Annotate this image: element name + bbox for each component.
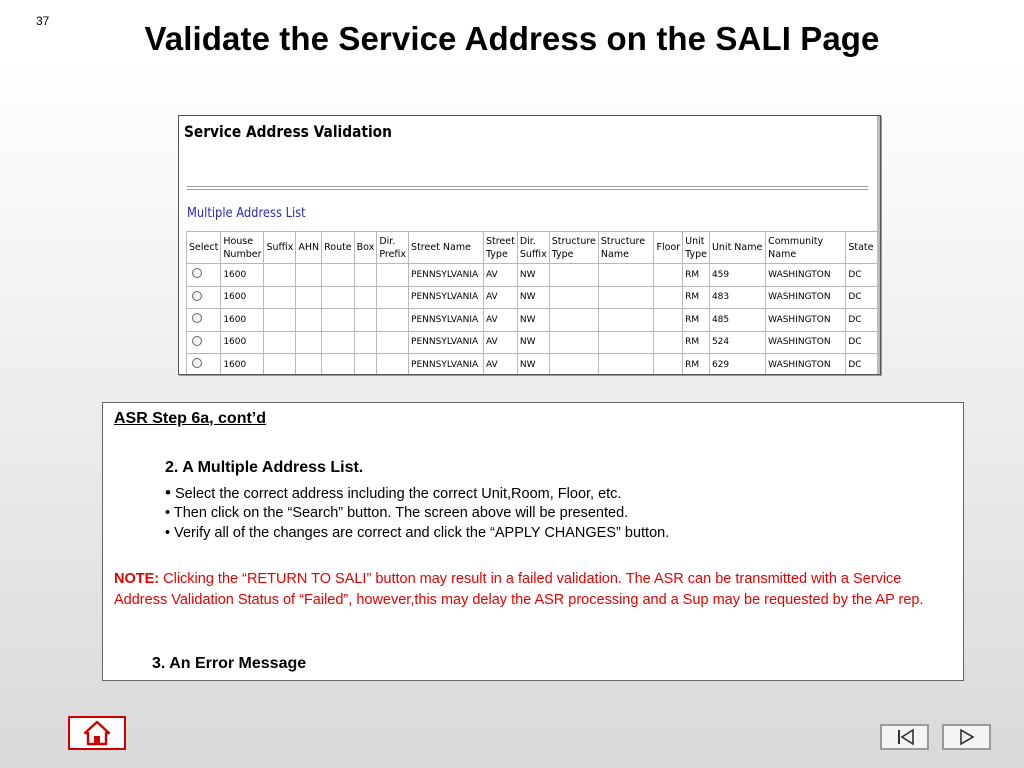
table-cell: RM (683, 354, 710, 376)
divider (187, 189, 868, 190)
select-radio[interactable] (192, 358, 202, 368)
table-cell: PENNSYLVANIA (409, 309, 484, 332)
table-cell: PENNSYLVANIA (409, 286, 484, 309)
bullet-item: • Then click on the “Search” button. The screen above will be presented. (165, 505, 629, 521)
select-cell[interactable] (187, 331, 221, 354)
table-cell (322, 286, 355, 309)
table-cell (549, 264, 598, 287)
table-cell: DC (846, 286, 880, 309)
select-cell[interactable] (187, 354, 221, 376)
table-cell (598, 354, 654, 376)
column-header: Dir. Suffix (517, 232, 549, 264)
table-cell: 629 (709, 354, 765, 376)
table-cell (264, 309, 296, 332)
table-cell (354, 264, 377, 287)
table-cell: RM (683, 309, 710, 332)
column-header: Route (322, 232, 355, 264)
note-label: NOTE: (114, 571, 160, 587)
table-cell (264, 331, 296, 354)
table-cell: 1600 (221, 331, 264, 354)
select-radio[interactable] (192, 313, 202, 323)
table-cell: NW (517, 286, 549, 309)
table-cell (264, 264, 296, 287)
first-slide-button[interactable] (880, 724, 929, 750)
table-cell: RM (683, 331, 710, 354)
table-cell (296, 331, 322, 354)
select-cell[interactable] (187, 286, 221, 309)
slide-number: 37 (36, 14, 50, 28)
column-header: Street Name (409, 232, 484, 264)
column-header: Suffix (264, 232, 296, 264)
table-cell: AV (483, 354, 517, 376)
bullet-icon: • (165, 483, 171, 502)
skip-to-start-icon (882, 726, 927, 748)
table-cell (598, 286, 654, 309)
table-cell: NW (517, 354, 549, 376)
column-header: Dir. Prefix (377, 232, 409, 264)
table-cell: AV (483, 286, 517, 309)
table-cell: PENNSYLVANIA (409, 264, 484, 287)
table-cell: AV (483, 264, 517, 287)
table-cell (654, 354, 683, 376)
divider (187, 186, 868, 187)
screenshot-panel (178, 115, 881, 375)
column-header: Floor (654, 232, 683, 264)
table-cell: WASHINGTON (766, 286, 846, 309)
select-radio[interactable] (192, 291, 202, 301)
table-cell: DC (846, 264, 880, 287)
table-row[interactable] (187, 354, 880, 376)
table-cell (322, 354, 355, 376)
table-row[interactable] (187, 286, 880, 309)
table-cell: WASHINGTON (766, 354, 846, 376)
table-cell (354, 309, 377, 332)
column-header: House Number (221, 232, 264, 264)
table-cell (654, 309, 683, 332)
table-cell (654, 264, 683, 287)
table-cell: 1600 (221, 354, 264, 376)
notes-box (102, 402, 964, 681)
table-cell: AV (483, 309, 517, 332)
table-cell (322, 331, 355, 354)
table-cell (549, 354, 598, 376)
column-header: Structure Name (598, 232, 654, 264)
table-cell: NW (517, 309, 549, 332)
item-heading: 3. An Error Message (152, 655, 307, 672)
item-heading: 2. A Multiple Address List. (165, 459, 364, 476)
select-radio[interactable] (192, 268, 202, 278)
note-text: Clicking the “RETURN TO SALI” button may result in a failed validation. The ASR can be transmitted with a Service Address Validation Status of “Failed”, however,this may delay the ASR processing and a Sup may be requested by the AP rep. (114, 571, 924, 608)
table-cell (549, 331, 598, 354)
column-header: Select (187, 232, 221, 264)
select-cell[interactable] (187, 264, 221, 287)
table-cell: 524 (709, 331, 765, 354)
column-header: Unit Type (683, 232, 710, 264)
table-cell (377, 331, 409, 354)
table-cell: WASHINGTON (766, 309, 846, 332)
note-paragraph (114, 569, 954, 610)
address-table (186, 231, 880, 375)
table-cell (654, 331, 683, 354)
table-cell: NW (517, 331, 549, 354)
column-header: Community Name (766, 232, 846, 264)
column-header: Structure Type (549, 232, 598, 264)
table-cell (654, 286, 683, 309)
table-cell (598, 331, 654, 354)
bullet-text: Select the correct address including the correct Unit,Room, Floor, etc. (174, 486, 622, 502)
table-cell (322, 264, 355, 287)
table-cell (354, 286, 377, 309)
table-cell (598, 309, 654, 332)
slide-title: Validate the Service Address on the SALI Page (144, 20, 880, 57)
table-cell: AV (483, 331, 517, 354)
column-header: State (846, 232, 880, 264)
play-next-icon (944, 726, 989, 748)
column-header: AHN (296, 232, 322, 264)
table-cell (296, 286, 322, 309)
list-subtitle: Multiple Address List (187, 205, 306, 221)
table-cell (598, 264, 654, 287)
table-cell: WASHINGTON (766, 264, 846, 287)
bullet-item: • Verify all of the changes are correct and click the “APPLY CHANGES” button. (165, 525, 670, 541)
table-cell (377, 354, 409, 376)
table-cell: DC (846, 354, 880, 376)
table-cell (377, 286, 409, 309)
column-header: Street Type (483, 232, 517, 264)
step-heading: ASR Step 6a, cont’d (114, 410, 267, 427)
select-cell[interactable] (187, 309, 221, 332)
table-cell (264, 354, 296, 376)
table-cell (296, 309, 322, 332)
table-cell: DC (846, 331, 880, 354)
table-cell: PENNSYLVANIA (409, 331, 484, 354)
table-cell: 1600 (221, 286, 264, 309)
column-header: Unit Name (709, 232, 765, 264)
table-row[interactable] (187, 309, 880, 332)
table-cell: WASHINGTON (766, 331, 846, 354)
table-cell: PENNSYLVANIA (409, 354, 484, 376)
bullet-item (165, 483, 621, 503)
table-cell: DC (846, 309, 880, 332)
table-cell (549, 309, 598, 332)
table-cell: 459 (709, 264, 765, 287)
table-cell (322, 309, 355, 332)
table-cell: 485 (709, 309, 765, 332)
next-slide-button[interactable] (942, 724, 991, 750)
table-header-row (187, 232, 880, 264)
table-cell (296, 354, 322, 376)
table-cell (264, 286, 296, 309)
table-cell: NW (517, 264, 549, 287)
table-cell (354, 331, 377, 354)
select-radio[interactable] (192, 336, 202, 346)
table-cell: 1600 (221, 309, 264, 332)
table-cell (377, 309, 409, 332)
home-button[interactable] (68, 716, 126, 750)
table-cell (296, 264, 322, 287)
table-row[interactable] (187, 264, 880, 287)
table-cell: 483 (709, 286, 765, 309)
table-row[interactable] (187, 331, 880, 354)
table-cell: RM (683, 264, 710, 287)
home-icon (70, 718, 124, 748)
table-cell (549, 286, 598, 309)
table-cell (377, 264, 409, 287)
page-title: Service Address Validation (184, 122, 392, 141)
table-cell: RM (683, 286, 710, 309)
column-header: Box (354, 232, 377, 264)
table-cell (354, 354, 377, 376)
table-cell: 1600 (221, 264, 264, 287)
